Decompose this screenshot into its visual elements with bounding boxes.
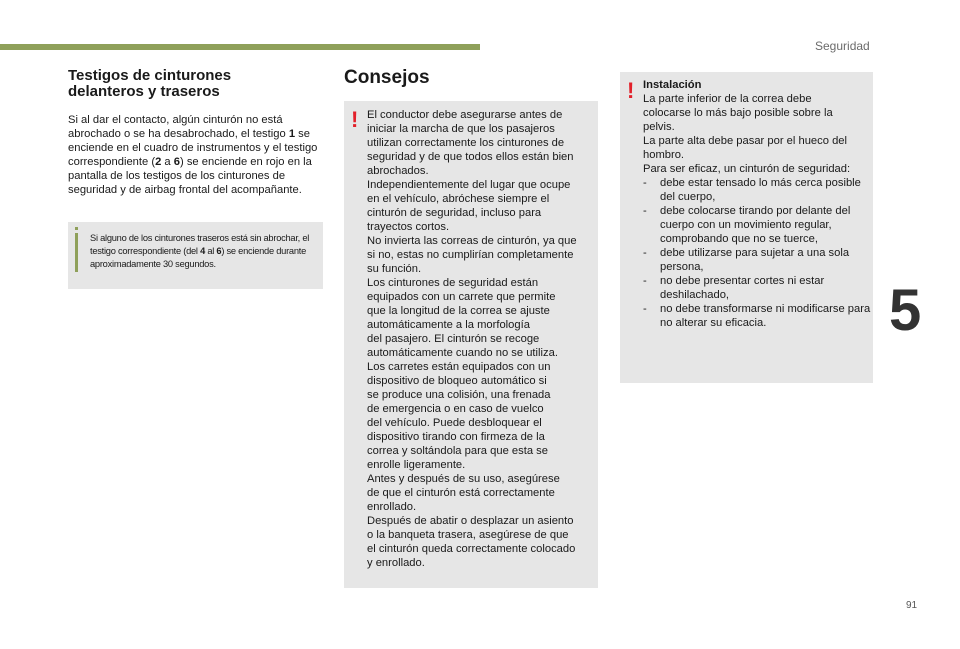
indicator-number: 6 <box>216 246 222 256</box>
info-text-part: al <box>205 246 217 256</box>
section-title: Seguridad <box>815 39 870 53</box>
consejos-text: El conductor debe asegurarse antes de iniciar la marcha de que los pasajeros utilizan correctamente los cinturones de seguridad y de que todos ellos están bien abrochados. Independientemente del lugar que ocupe en el vehículo, abróchese siempre el cinturón de seguridad, incluso para trayectos cortos. No invierta las correas de cinturón, ya que si no, estas no cumplirían completamente su función. Los cinturones de seguridad están equipados con un carrete que permite que la longitud de la correa se ajuste automáticamente a la morfología del pasajero. El cinturón se recoge automáticamente cuando no se utiliza. Los carretes están equipados con un dispositivo de bloqueo automático si se produce una colisión, una frenada de emergencia o en caso de vuelco del vehículo. Puede desbloquear el dispositivo tirando con firmeza de la correa y soltándola para que esta se enrolle ligeramente. Antes y después de su uso, asegúrese de que el cinturón está correctamente enrollado. Después de abatir o desplazar un asiento o la banqueta trasera, asegúrese de que el cinturón queda correctamente colocado y enrollado. <box>367 109 577 569</box>
list-item: - no debe transformarse ni modificarse para no alterar su eficacia. <box>643 302 871 330</box>
warning-icon: ! <box>351 107 359 132</box>
page-number: 91 <box>906 600 918 611</box>
chapter-number: 5 <box>889 278 922 343</box>
instalacion-heading: Instalación <box>643 79 702 91</box>
list-item: - debe colocarse tirando por delante del cuerpo con un movimiento regular, comprobando que no se tuerce, <box>643 204 871 246</box>
heading-line-1: Testigos de cinturones <box>68 67 232 84</box>
warning-icon: ! <box>627 78 635 103</box>
body-text: Si al dar el contacto, algún cinturón no está abrochado o se ha desabrochado, el testigo <box>68 114 289 140</box>
indicator-number: 6 <box>173 156 180 168</box>
info-note-text <box>90 232 318 271</box>
seatbelt-warning-heading <box>68 68 318 100</box>
seatbelt-warning-paragraph <box>68 113 330 197</box>
consejos-warning-box <box>344 101 598 588</box>
info-note-box <box>68 222 323 289</box>
consejos-heading: Consejos <box>344 67 430 88</box>
body-text: se enciende en el cuadro de instrumentos y el testigo correspondiente ( <box>68 128 318 168</box>
body-text: a <box>161 156 174 168</box>
indicator-number: 2 <box>155 156 162 168</box>
instalacion-warning-box <box>620 72 873 383</box>
info-text-part: ) se enciende durante aproximadamente 30 segundos. <box>90 246 307 269</box>
instalacion-intro: La parte inferior de la correa debe colocarse lo más bajo posible sobre la pelvis. La parte alta debe pasar por el hueco del hombro. Para ser eficaz, un cinturón de seguridad: <box>643 93 851 175</box>
list-item: - debe estar tensado lo más cerca posible del cuerpo, <box>643 176 871 204</box>
heading-line-2: delanteros y traseros <box>68 83 220 100</box>
list-item: - debe utilizarse para sujetar a una sola persona, <box>643 246 871 274</box>
header-accent-bar <box>0 44 480 50</box>
instalacion-requirements-list <box>643 176 871 330</box>
list-item: - no debe presentar cortes ni estar deshilachado, <box>643 274 871 302</box>
indicator-number: 4 <box>200 246 205 256</box>
indicator-number: 1 <box>288 128 296 140</box>
info-text-part: Si alguno de los cinturones traseros está sin abrochar, el testigo correspondiente (del <box>90 233 310 256</box>
info-icon <box>75 233 78 272</box>
body-text: ) se enciende en rojo en la pantalla de los testigos de los cinturones de seguridad y de airbag frontal del acompañante. <box>68 156 312 196</box>
